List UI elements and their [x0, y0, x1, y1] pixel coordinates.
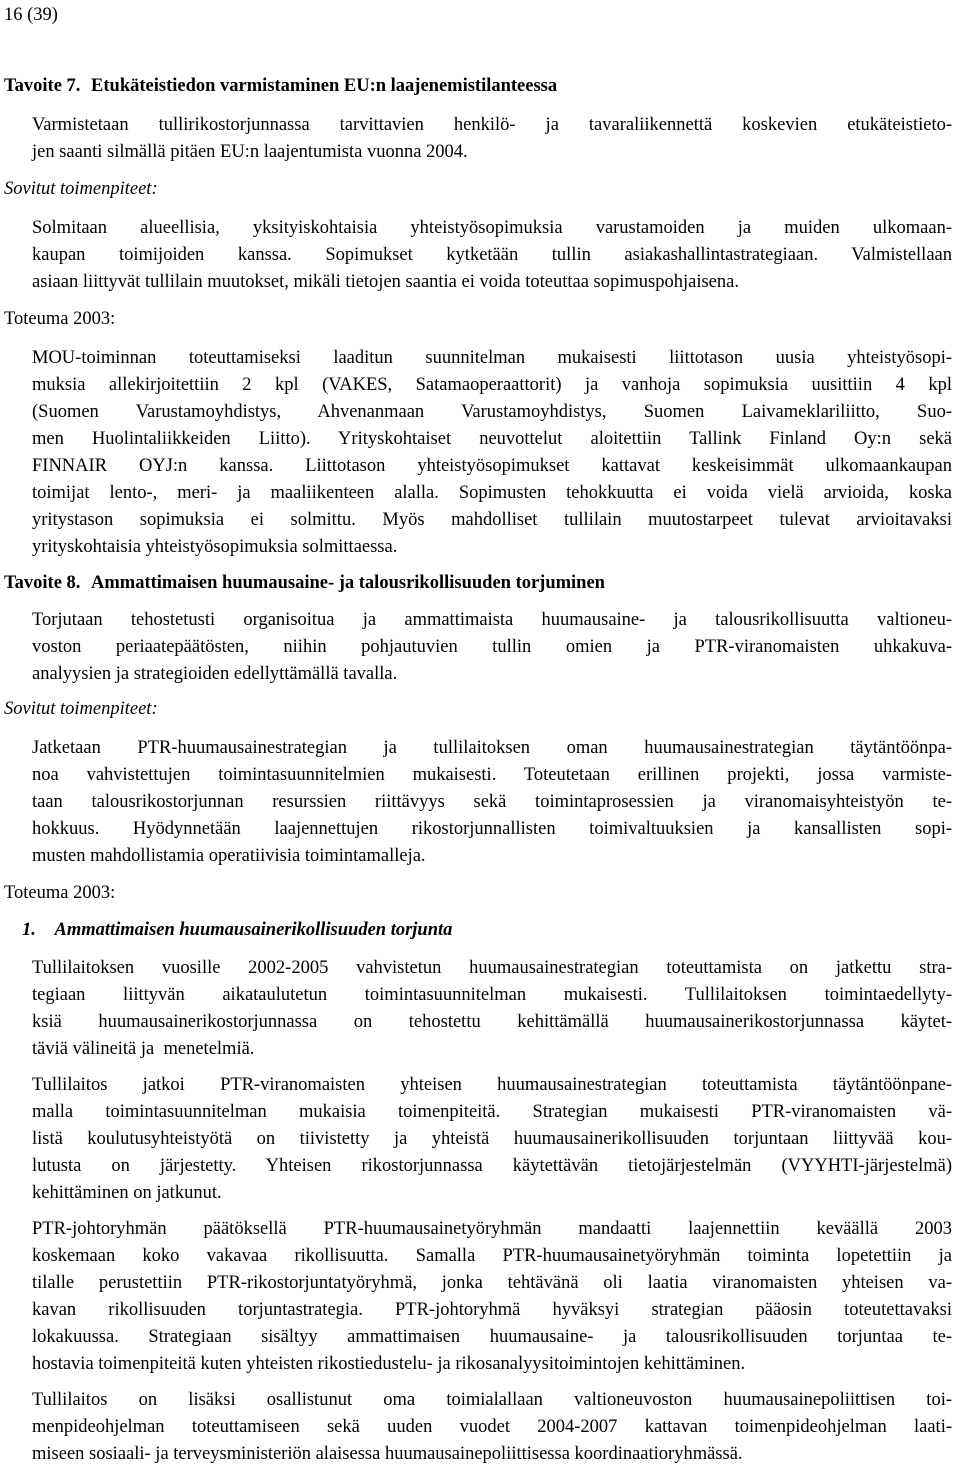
- paragraph-line: jen saanti silmällä pitäen EU:n laajentumista vuonna 2004.: [32, 142, 468, 162]
- paragraph-line: kavan rikollisuuden torjuntastrategia. PTR-johtoryhmä hyväksyi strategian pääosin toteutettavaksi: [32, 1300, 952, 1320]
- section-heading-title: Ammattimaisen huumausaine- ja talousrikollisuuden torjuminen: [91, 573, 605, 593]
- paragraph-line: tilalle perustettiin PTR-rikostorjuntatyöryhmä, jonka tehtävänä oli laatia viranomaisten yhteisen va-: [32, 1273, 952, 1293]
- section-heading-title: Etukäteistiedon varmistaminen EU:n laajenemistilanteessa: [91, 76, 558, 96]
- section-heading-tavoite-7: [4, 77, 557, 96]
- paragraph-line: malla toimintasuunnitelman mukaisia toimenpiteitä. Strategian mukaisesti PTR-viranomaisten vä-: [32, 1102, 952, 1122]
- paragraph-line: kehittäminen on jatkunut.: [32, 1183, 222, 1203]
- outcome-heading: Toteuma 2003:: [4, 309, 116, 329]
- paragraph-line: kaupan toimijoiden kanssa. Sopimukset kytketään tullin asiakashallintastrategiaan. Valmistellaan: [32, 245, 952, 265]
- paragraph-line: koskemaan koko vakavaa rikollisuutta. Samalla PTR-huumausainetyöryhmän toiminta lopetettiin ja: [32, 1246, 952, 1266]
- paragraph-line: PTR-johtoryhmän päätöksellä PTR-huumausainetyöryhmän mandaatti laajennettiin keväällä 2003: [32, 1219, 952, 1239]
- paragraph-line: menpideohjelman toteuttamiseen sekä uuden vuodet 2004-2007 kattavan toimenpideohjelman laati-: [32, 1417, 952, 1437]
- section-heading-tavoite-8: [4, 574, 605, 593]
- section-heading-label: Tavoite 8.: [4, 573, 81, 593]
- paragraph-line: analyysien ja strategioiden edellyttämällä tavalla.: [32, 664, 398, 684]
- paragraph-line: taan talousrikostorjunnan resurssien riittävyys sekä toimintaprosessien ja viranomaisyhteistyön te-: [32, 792, 952, 812]
- paragraph-line: tegiaan liittyvän aikataulutetun toimintasuunnitelman mukaisesti. Tullilaitoksen toimintaedellyty-: [32, 985, 952, 1005]
- paragraph-line: lokakuussa. Strategiaan sisältyy ammattimaisen huumausaine- ja talousrikollisuuden torjuntaa te-: [32, 1327, 952, 1347]
- page-number: 16 (39): [4, 5, 58, 25]
- paragraph-line: Tullilaitos jatkoi PTR-viranomaisten yhteisen huumausainestrategian toteuttamista täytäntöönpane-: [32, 1075, 952, 1095]
- paragraph-line: Torjutaan tehostetusti organisoitua ja ammattimaista huumausaine- ja talousrikollisuutta valtioneu-: [32, 610, 952, 630]
- measures-heading: Sovitut toimenpiteet:: [4, 699, 158, 719]
- subheading-title: Ammattimaisen huumausainerikollisuuden torjunta: [54, 920, 453, 940]
- paragraph-line: hostavia toimenpiteitä kuten yhteisten rikostiedustelu- ja rikosanalyysitoimintojen kehittäminen.: [32, 1354, 746, 1374]
- paragraph-line: ksiä huumausainerikostorjunnassa on tehostettu kehittämällä huumausainerikostorjunnassa käytet-: [32, 1012, 952, 1032]
- paragraph-line: noa vahvistettujen toimintasuunnitelmien mukaisesti. Toteutetaan erillinen projekti, jossa varmiste-: [32, 765, 952, 785]
- paragraph-line: men Huolintaliikkeiden Liitto). Yrityskohtaiset neuvottelut aloitettiin Tallink Finland Oy:n sekä: [32, 429, 952, 449]
- paragraph-line: asiaan liittyvät tullilain muutokset, mikäli tietojen saantia ei voida toteuttaa sopimuspohjaisena.: [32, 272, 739, 292]
- paragraph-line: Solmitaan alueellisia, yksityiskohtaisia yhteistyösopimuksia varustamoiden ja muiden ulkomaan-: [32, 218, 952, 238]
- paragraph-line: yrityskohtaisia yhteistyösopimuksia solmittaessa.: [32, 537, 398, 557]
- paragraph-line: MOU-toiminnan toteuttamiseksi laaditun suunnitelman mukaisesti liittotason uusia yhteistyösopi-: [32, 348, 952, 368]
- paragraph-line: Varmistetaan tullirikostorjunnassa tarvittavien henkilö- ja tavaraliikennettä koskevien etukäteistieto-: [32, 115, 952, 135]
- paragraph-line: toimijat lento-, meri- ja maaliikenteen alalla. Sopimusten tehokkuutta ei voida vielä arvioida, koska: [32, 483, 952, 503]
- paragraph-line: listä koulutusyhteistyötä on tiivistetty ja yhteistä huumausainerikollisuuden torjuntaan liittyvää kou-: [32, 1129, 952, 1149]
- paragraph-line: Jatketaan PTR-huumausainestrategian ja tullilaitoksen oman huumausainestrategian täytäntöönpa-: [32, 738, 952, 758]
- paragraph-line: hokkuus. Hyödynnetään laajennettujen rikostorjunnallisten toimivaltuuksien ja kansallisten sopi-: [32, 819, 952, 839]
- paragraph-line: voston periaatepäätösten, niihin pohjautuvien tullin omien ja PTR-viranomaisten uhkakuva-: [32, 637, 952, 657]
- paragraph-line: lutusta on järjestetty. Yhteisen rikostorjunnassa käytettävän tietojärjestelmän (VYYHTI-järjestelmä): [32, 1156, 952, 1176]
- paragraph-line: täviä välineitä ja menetelmiä.: [32, 1039, 255, 1059]
- paragraph-line: FINNAIR OYJ:n kanssa. Liittotason yhteistyösopimukset kattavat keskeisimmät ulkomaankaupan: [32, 456, 952, 476]
- paragraph-line: Tullilaitoksen vuosille 2002-2005 vahvistetun huumausainestrategian toteuttamista on jatkettu stra-: [32, 958, 952, 978]
- measures-heading: Sovitut toimenpiteet:: [4, 179, 158, 199]
- paragraph-line: muksia allekirjoitettiin 2 kpl (VAKES, Satamaoperaattorit) ja vanhoja sopimuksia uusittiin 4 kpl: [32, 375, 952, 395]
- section-heading-label: Tavoite 7.: [4, 76, 81, 96]
- paragraph-line: musten mahdollistamia operatiivisia toimintamalleja.: [32, 846, 426, 866]
- paragraph-line: (Suomen Varustamoyhdistys, Ahvenanmaan Varustamoyhdistys, Suomen Laivameklariliitto, Suo-: [32, 402, 952, 422]
- paragraph-line: Tullilaitos on lisäksi osallistunut oma toimialallaan valtioneuvoston huumausainepoliittisen toi-: [32, 1390, 952, 1410]
- paragraph-line: miseen sosiaali- ja terveysministeriön alaisessa huumausainepoliittisessa koordinaatioryhmässä.: [32, 1444, 743, 1464]
- outcome-heading: Toteuma 2003:: [4, 883, 116, 903]
- subheading-number: 1.: [22, 920, 36, 940]
- paragraph-line: yritystason sopimuksia ei solmittu. Myös mahdolliset tullilain muutostarpeet tulevat arvioitavaksi: [32, 510, 952, 530]
- subheading: [22, 921, 452, 940]
